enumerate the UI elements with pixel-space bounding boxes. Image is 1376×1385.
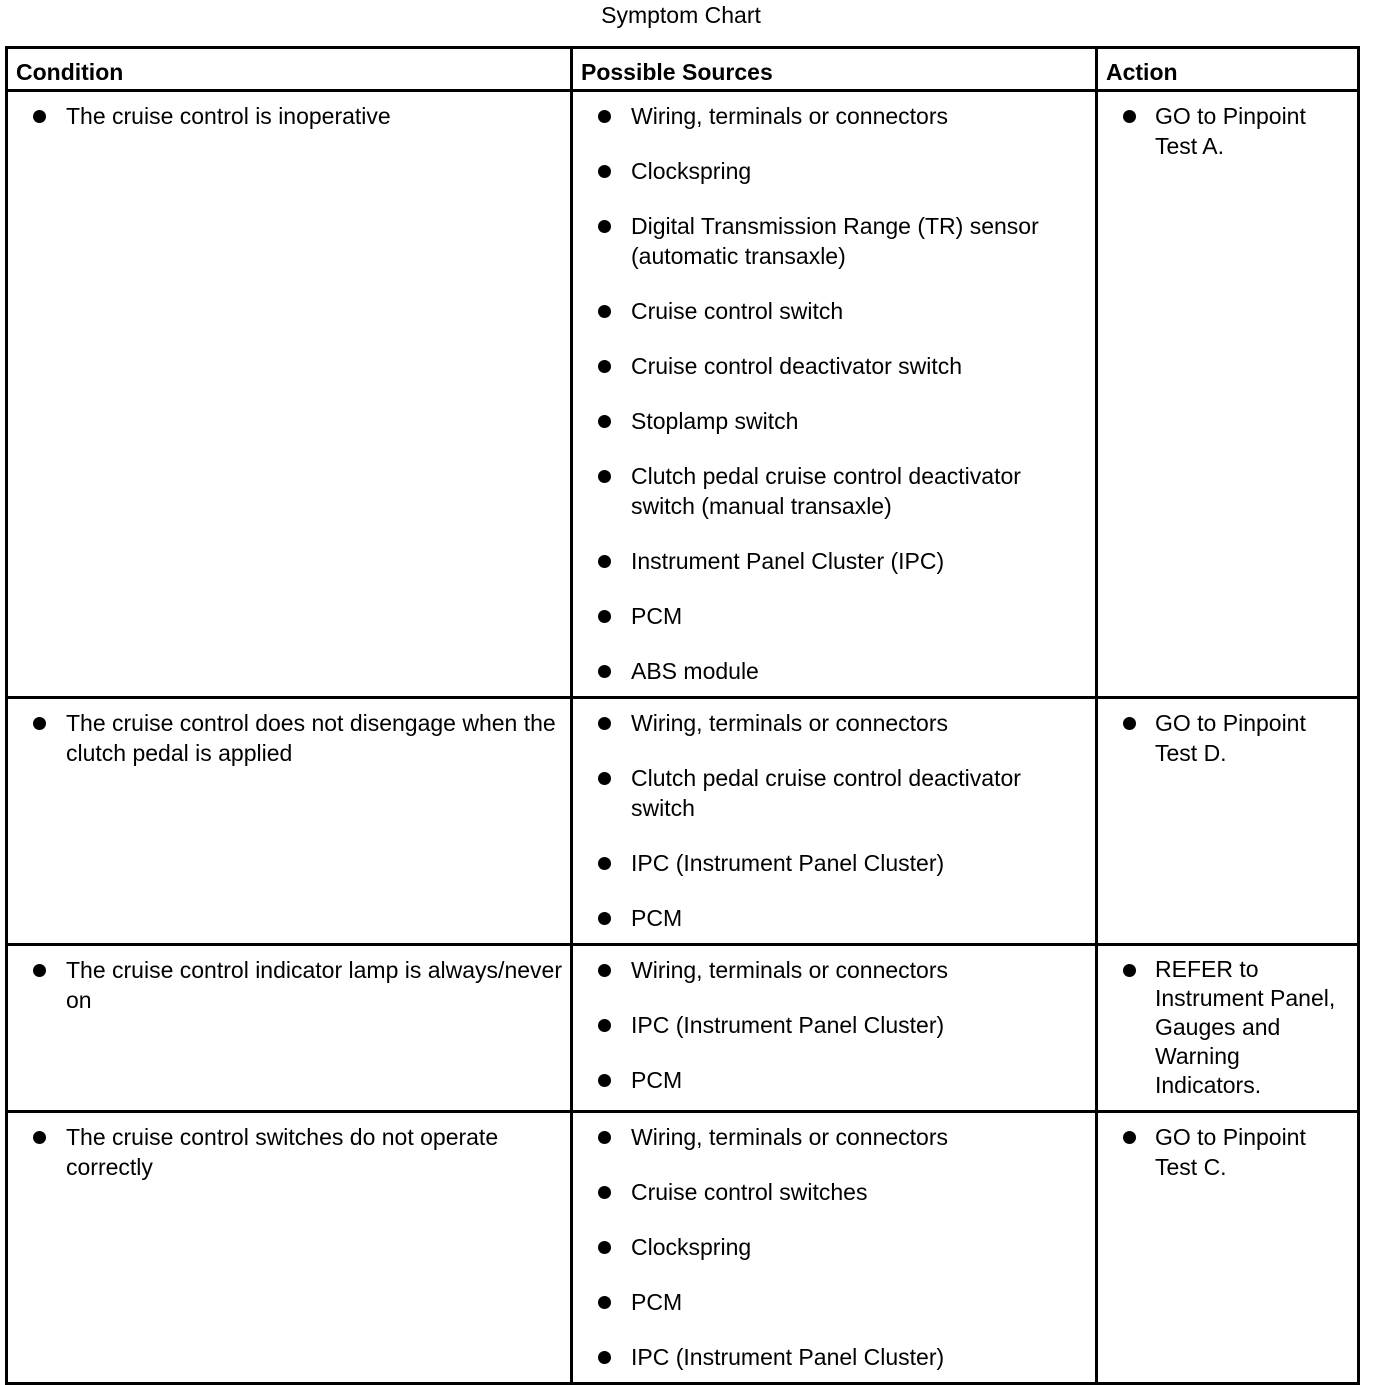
condition-item: The cruise control switches do not operate correctly (8, 1122, 564, 1182)
bullet-icon (33, 717, 46, 730)
action-cell (1097, 91, 1359, 698)
bullet-icon (598, 360, 611, 373)
table-row (7, 1112, 1359, 1384)
source-item: Clutch pedal cruise control deactivator switch (573, 763, 1089, 823)
source-item: Cruise control deactivator switch (573, 351, 1089, 381)
source-item: PCM (573, 903, 1089, 933)
action-cell (1097, 1112, 1359, 1384)
source-item: Stoplamp switch (573, 406, 1089, 436)
table-row (7, 698, 1359, 945)
header-sources: Possible Sources (572, 48, 1097, 91)
bullet-icon (1123, 1131, 1136, 1144)
bullet-icon (598, 717, 611, 730)
bullet-icon (598, 1074, 611, 1087)
bullet-icon (598, 1131, 611, 1144)
sources-cell (572, 91, 1097, 698)
source-item: Wiring, terminals or connectors (573, 955, 1089, 985)
bullet-icon (598, 1241, 611, 1254)
source-item: PCM (573, 1287, 1089, 1317)
bullet-icon (598, 772, 611, 785)
source-item: PCM (573, 1065, 1089, 1095)
bullet-icon (1123, 717, 1136, 730)
action-cell (1097, 698, 1359, 945)
action-item: REFER to Instrument Panel, Gauges and Warning Indicators. (1098, 955, 1351, 1100)
source-item: Clutch pedal cruise control deactivator switch (manual transaxle) (573, 461, 1089, 521)
source-item: PCM (573, 601, 1089, 631)
header-row (7, 48, 1359, 91)
action-item: GO to Pinpoint Test A. (1098, 101, 1351, 161)
bullet-icon (1123, 110, 1136, 123)
bullet-icon (598, 470, 611, 483)
source-item: Clockspring (573, 1232, 1089, 1262)
bullet-icon (598, 1351, 611, 1364)
source-item: Cruise control switch (573, 296, 1089, 326)
bullet-icon (33, 964, 46, 977)
bullet-icon (598, 305, 611, 318)
source-item: ABS module (573, 656, 1089, 686)
action-item: GO to Pinpoint Test D. (1098, 708, 1351, 768)
bullet-icon (598, 1296, 611, 1309)
bullet-icon (33, 110, 46, 123)
bullet-icon (598, 964, 611, 977)
condition-item: The cruise control does not disengage when the clutch pedal is applied (8, 708, 564, 768)
source-item: Clockspring (573, 156, 1089, 186)
source-item: IPC (Instrument Panel Cluster) (573, 848, 1089, 878)
condition-cell (7, 945, 572, 1112)
action-item: GO to Pinpoint Test C. (1098, 1122, 1351, 1182)
bullet-icon (598, 110, 611, 123)
sources-cell (572, 1112, 1097, 1384)
bullet-icon (598, 415, 611, 428)
bullet-icon (598, 665, 611, 678)
bullet-icon (1123, 964, 1136, 977)
source-item: Wiring, terminals or connectors (573, 708, 1089, 738)
source-item: IPC (Instrument Panel Cluster) (573, 1010, 1089, 1040)
chart-title: Symptom Chart (601, 2, 761, 28)
bullet-icon (598, 1019, 611, 1032)
source-item: Cruise control switches (573, 1177, 1089, 1207)
bullet-icon (598, 610, 611, 623)
source-item: Digital Transmission Range (TR) sensor (automatic transaxle) (573, 211, 1089, 271)
condition-cell (7, 698, 572, 945)
bullet-icon (598, 165, 611, 178)
table-row (7, 91, 1359, 698)
source-item: Wiring, terminals or connectors (573, 101, 1089, 131)
bullet-icon (598, 912, 611, 925)
header-condition: Condition (7, 48, 572, 91)
header-action: Action (1097, 48, 1359, 91)
bullet-icon (598, 857, 611, 870)
bullet-icon (598, 555, 611, 568)
bullet-icon (598, 1186, 611, 1199)
symptom-table (5, 46, 1360, 1385)
condition-item: The cruise control is inoperative (8, 101, 564, 131)
condition-cell (7, 91, 572, 698)
condition-item: The cruise control indicator lamp is always/never on (8, 955, 564, 1015)
source-item: IPC (Instrument Panel Cluster) (573, 1342, 1089, 1372)
table-row (7, 945, 1359, 1112)
source-item: Instrument Panel Cluster (IPC) (573, 546, 1089, 576)
sources-cell (572, 698, 1097, 945)
action-cell (1097, 945, 1359, 1112)
sources-cell (572, 945, 1097, 1112)
bullet-icon (598, 220, 611, 233)
bullet-icon (33, 1131, 46, 1144)
source-item: Wiring, terminals or connectors (573, 1122, 1089, 1152)
condition-cell (7, 1112, 572, 1384)
